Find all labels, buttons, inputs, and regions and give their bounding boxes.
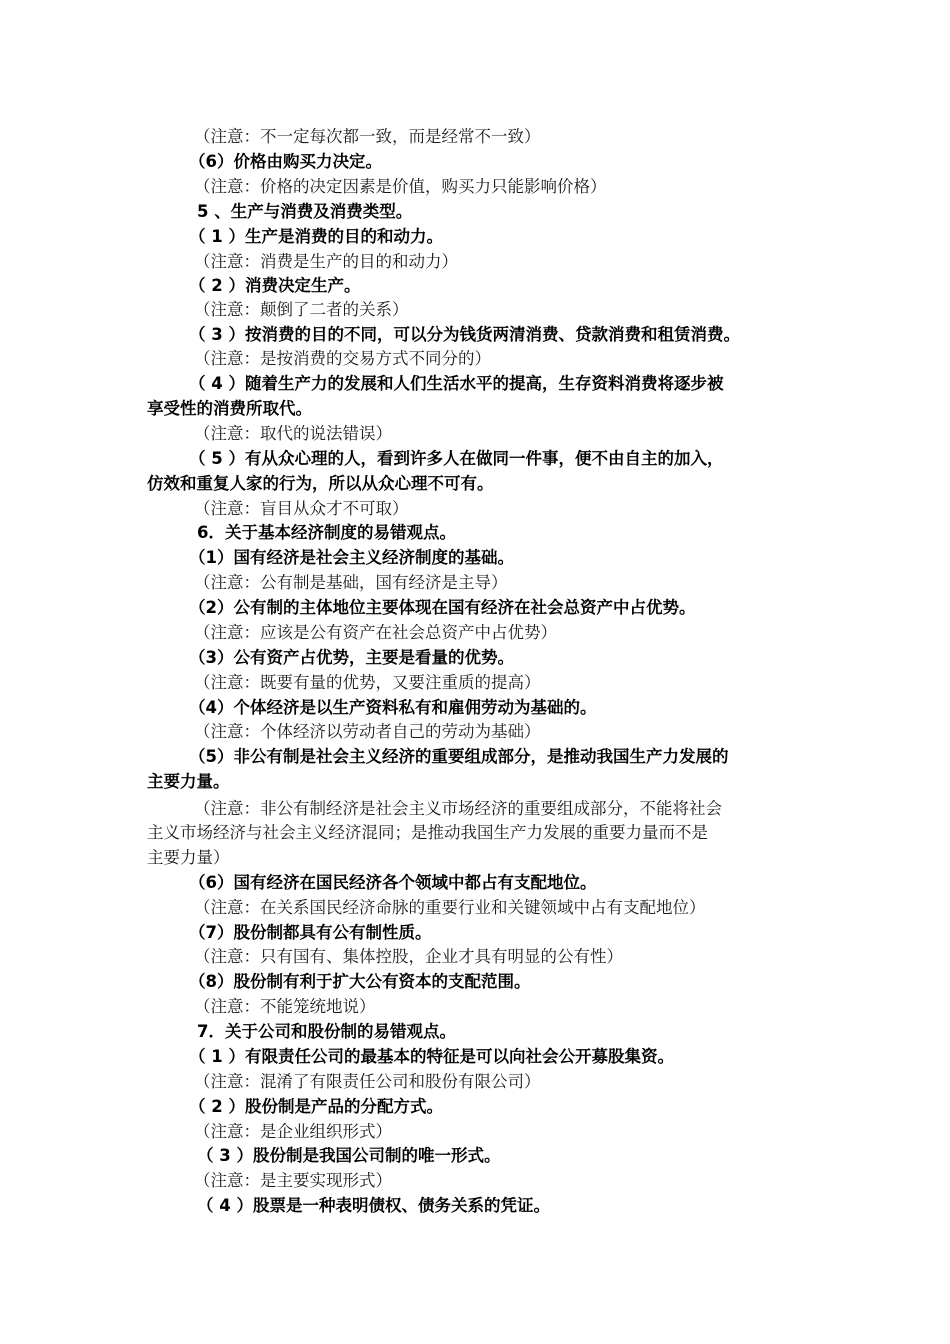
document-line-bold: 主要力量。 [147,772,230,791]
document-line-bold: 7．关于公司和股份制的易错观点。 [197,1022,456,1041]
document-line-bold: （ 3 ）按消费的目的不同，可以分为钱货两清消费、贷款消费和租赁消费。 [189,325,740,344]
document-line-note: （注意：在关系国民经济命脉的重要行业和关键领域中占有支配地位） [194,898,706,917]
document-line-bold: 5 、生产与消费及消费类型。 [197,202,413,221]
document-line-note: （注意：是企业组织形式） [194,1122,392,1141]
document-line-note: （注意：既要有量的优势，又要注重质的提高） [194,673,541,692]
document-line-bold: （4）个体经济是以生产资料私有和雇佣劳动为基础的。 [189,698,597,717]
document-line-note: （注意：盲目从众才不可取） [194,499,409,518]
document-line-note: （注意：个体经济以劳动者自己的劳动为基础） [194,722,541,741]
document-line-note: （注意：不一定每次都一致，而是经常不一致） [194,127,541,146]
document-line-bold: （ 3 ）股份制是我国公司制的唯一形式。 [197,1146,501,1165]
document-line-bold: （ 4 ）股票是一种表明债权、债务关系的凭证。 [197,1196,550,1215]
document-line-note: （注意：价格的决定因素是价值，购买力只能影响价格） [194,177,607,196]
document-line-note: （注意：只有国有、集体控股，企业才具有明显的公有性） [194,947,623,966]
document-line-bold: （ 2 ）消费决定生产。 [189,276,361,295]
document-line-bold: （8）股份制有利于扩大公有资本的支配范围。 [189,972,531,991]
document-line-bold: （ 1 ）生产是消费的目的和动力。 [189,227,443,246]
document-line-note: （注意：应该是公有资产在社会总资产中占优势） [194,623,557,642]
document-line-bold: （ 2 ）股份制是产品的分配方式。 [189,1097,443,1116]
document-line-note: 主要力量） [147,848,230,867]
document-line-note: （注意：颠倒了二者的关系） [194,300,409,319]
document-line-bold: 享受性的消费所取代。 [147,399,312,418]
document-line-note: （注意：公有制是基础，国有经济是主导） [194,573,508,592]
document-line-bold: （7）股份制都具有公有制性质。 [189,923,432,942]
document-line-note: （注意：非公有制经济是社会主义市场经济的重要组成部分，不能将社会 [194,799,722,818]
document-line-bold: （ 5 ）有从众心理的人，看到许多人在做同一件事，便不由自主的加入， [189,449,724,468]
document-line-bold: （3）公有资产占优势，主要是看量的优势。 [189,648,514,667]
document-line-bold: 6．关于基本经济制度的易错观点。 [197,523,456,542]
document-line-bold: （6）价格由购买力决定。 [189,152,382,171]
document-line-bold: （1）国有经济是社会主义经济制度的基础。 [189,548,514,567]
document-line-note: （注意：取代的说法错误） [194,424,392,443]
document-line-bold: （5）非公有制是社会主义经济的重要组成部分，是推动我国生产力发展的 [189,747,729,766]
document-line-bold: （2）公有制的主体地位主要体现在国有经济在社会总资产中占优势。 [189,598,696,617]
document-line-note: （注意：消费是生产的目的和动力） [194,252,458,271]
document-line-note: （注意：是主要实现形式） [194,1171,392,1190]
document-line-note: （注意：不能笼统地说） [194,997,376,1016]
document-line-bold: （ 4 ）随着生产力的发展和人们生活水平的提高，生存资料消费将逐步被 [189,374,724,393]
document-line-note: 主义市场经济与社会主义经济混同；是推动我国生产力发展的重要力量而不是 [147,823,708,842]
document-line-bold: 仿效和重复人家的行为，所以从众心理不可有。 [147,474,494,493]
document-line-note: （注意：是按消费的交易方式不同分的） [194,349,491,368]
document-line-bold: （6）国有经济在国民经济各个领域中都占有支配地位。 [189,873,597,892]
document-line-bold: （ 1 ）有限责任公司的最基本的特征是可以向社会公开募股集资。 [189,1047,674,1066]
document-line-note: （注意：混淆了有限责任公司和股份有限公司） [194,1072,541,1091]
